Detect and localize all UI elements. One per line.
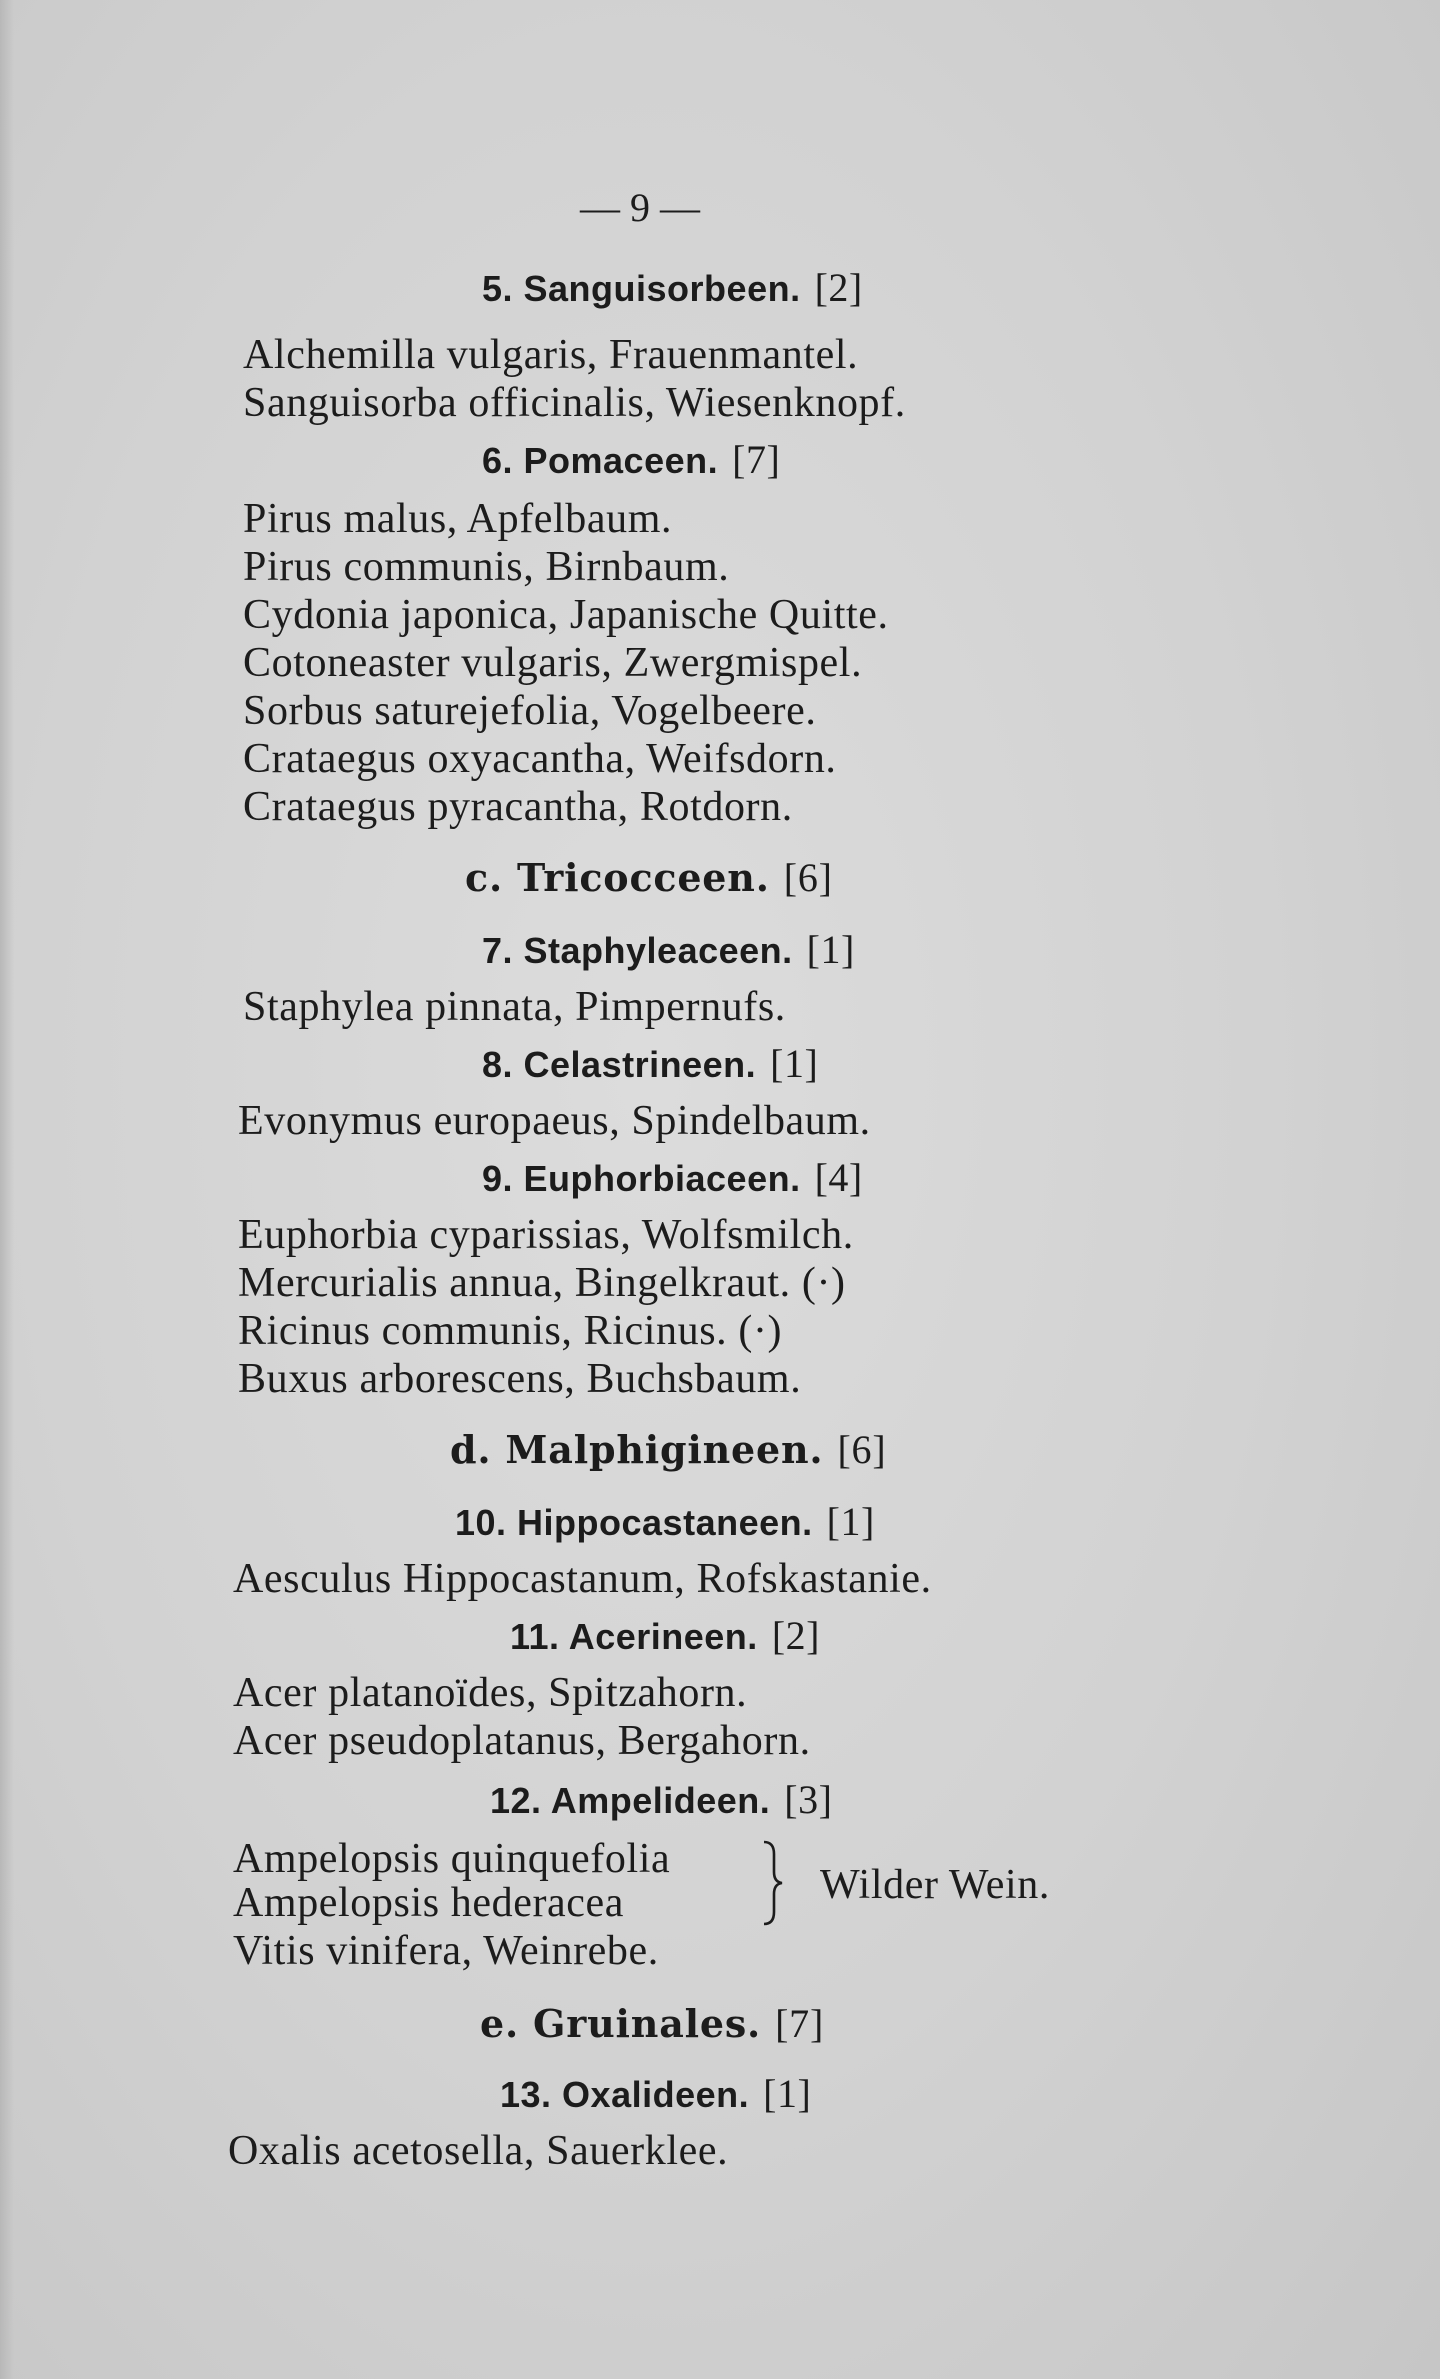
species-entry: Evonymus europaeus, Spindelbaum. xyxy=(238,1098,871,1144)
section-title: 8. Celastrineen. xyxy=(482,1044,757,1085)
section-heading-celastrineen xyxy=(482,1041,819,1086)
page-edge-shadow xyxy=(0,0,14,2379)
species-entry: Ampelopsis hederacea xyxy=(233,1880,625,1926)
group-title: c. Tricocceen. xyxy=(465,855,770,900)
section-title: 7. Staphyleaceen. xyxy=(482,930,793,971)
species-count: [2] xyxy=(814,265,863,310)
section-title: 6. Pomaceen. xyxy=(482,440,719,481)
species-entry: Mercurialis annua, Bingelkraut. (·) xyxy=(238,1260,846,1306)
species-entry: Ampelopsis quinquefolia xyxy=(233,1836,671,1882)
species-entry: Alchemilla vulgaris, Frauenmantel. xyxy=(243,332,859,378)
species-count: [1] xyxy=(763,2071,812,2116)
species-entry: Sanguisorba officinalis, Wiesenknopf. xyxy=(243,380,906,426)
species-entry: Cydonia japonica, Japanische Quitte. xyxy=(243,592,889,638)
species-entry: Staphylea pinnata, Pimpernufs. xyxy=(243,984,786,1030)
species-entry: Crataegus pyracantha, Rotdorn. xyxy=(243,784,793,830)
species-entry: Pirus malus, Apfelbaum. xyxy=(243,496,673,542)
species-entry: Ricinus communis, Ricinus. (·) xyxy=(238,1308,783,1354)
species-entry: Acer platanoïdes, Spitzahorn. xyxy=(233,1670,748,1716)
group-heading-tricocceen xyxy=(465,855,833,900)
section-title: 11. Acerineen. xyxy=(510,1616,758,1657)
section-heading-oxalideen xyxy=(500,2071,812,2116)
section-heading-acerineen xyxy=(510,1613,820,1658)
section-title: 10. Hippocastaneen. xyxy=(455,1502,813,1543)
curly-brace-icon xyxy=(760,1840,784,1926)
species-count: [6] xyxy=(783,855,833,900)
section-title: 12. Ampelideen. xyxy=(490,1780,771,1821)
species-entry: Vitis vinifera, Weinrebe. xyxy=(233,1928,659,1974)
species-entry: Acer pseudoplatanus, Bergahorn. xyxy=(233,1718,811,1764)
species-entry: Aesculus Hippocastanum, Rofskastanie. xyxy=(233,1556,932,1602)
group-heading-malphigineen xyxy=(450,1427,887,1472)
page-number: — 9 — xyxy=(580,185,700,230)
species-entry: Sorbus saturejefolia, Vogelbeere. xyxy=(243,688,817,734)
species-count: [4] xyxy=(814,1155,863,1200)
species-count: [1] xyxy=(826,1499,875,1544)
section-title: 13. Oxalideen. xyxy=(500,2074,750,2115)
section-heading-euphorbiaceen xyxy=(482,1155,863,1200)
species-count: [7] xyxy=(775,2001,825,2046)
section-heading-sanguisorbeen xyxy=(482,265,863,310)
species-count: [1] xyxy=(770,1041,819,1086)
species-count: [6] xyxy=(837,1427,887,1472)
species-entry: Buxus arborescens, Buchsbaum. xyxy=(238,1356,802,1402)
section-title: 5. Sanguisorbeen. xyxy=(482,268,801,309)
species-entry: Cotoneaster vulgaris, Zwergmispel. xyxy=(243,640,863,686)
section-title: 9. Euphorbiaceen. xyxy=(482,1158,801,1199)
section-heading-hippocastaneen xyxy=(455,1499,875,1544)
section-heading-pomaceen xyxy=(482,437,781,482)
group-title: e. Gruinales. xyxy=(480,2001,762,2046)
species-entry: Oxalis acetosella, Sauerklee. xyxy=(228,2128,729,2174)
group-title: d. Malphigineen. xyxy=(450,1427,824,1472)
section-heading-ampelideen xyxy=(490,1777,833,1822)
group-heading-gruinales xyxy=(480,2001,825,2046)
species-count: [3] xyxy=(784,1777,833,1822)
species-count: [2] xyxy=(771,1613,820,1658)
section-heading-staphyleaceen xyxy=(482,927,855,972)
species-count: [1] xyxy=(806,927,855,972)
species-entry: Crataegus oxyacantha, Weifsdorn. xyxy=(243,736,837,782)
species-entry: Pirus communis, Birnbaum. xyxy=(243,544,730,590)
species-count: [7] xyxy=(732,437,781,482)
common-name-wilder-wein: Wilder Wein. xyxy=(820,1862,1050,1908)
species-entry: Euphorbia cyparissias, Wolfsmilch. xyxy=(238,1212,854,1258)
